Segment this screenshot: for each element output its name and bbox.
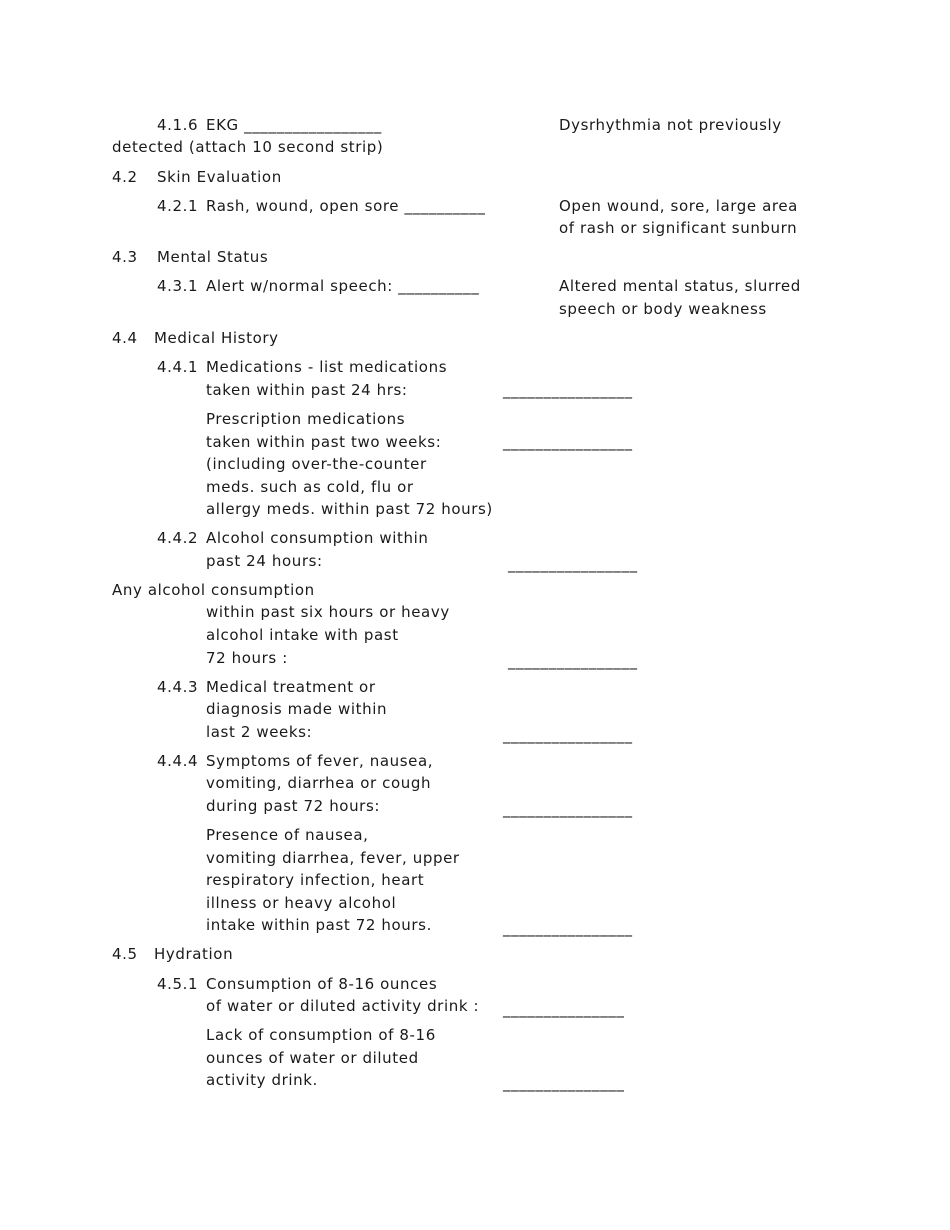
medications-line-2: taken within past 24 hrs: xyxy=(206,381,408,399)
hydration-line-1: Consumption of 8-16 ounces xyxy=(206,975,438,993)
prescription-line-3: (including over-the-counter xyxy=(206,455,427,473)
any-alcohol-blank: ________________ xyxy=(508,652,638,670)
symptoms-line-2: vomiting, diarrhea or cough xyxy=(206,774,432,792)
symptoms-line-1: Symptoms of fever, nausea, xyxy=(206,752,434,770)
presence-line-1: Presence of nausea, xyxy=(206,826,369,844)
presence-blank: ________________ xyxy=(503,919,633,937)
prescription-line-4: meds. such as cold, flu or xyxy=(206,478,414,496)
prescription-line-1: Prescription medications xyxy=(206,410,406,428)
any-alcohol-line-1: Any alcohol consumption xyxy=(112,581,315,599)
treatment-blank: ________________ xyxy=(503,726,633,744)
section-number-4-2: 4.2 xyxy=(112,168,138,186)
lack-line-1: Lack of consumption of 8-16 xyxy=(206,1026,436,1044)
any-alcohol-line-2: within past six hours or heavy xyxy=(206,603,450,621)
medications-line-1: Medications - list medications xyxy=(206,358,448,376)
medications-blank: ________________ xyxy=(503,381,633,399)
symptoms-line-3: during past 72 hours: xyxy=(206,797,381,815)
prescription-blank: ________________ xyxy=(503,433,633,451)
treatment-line-1: Medical treatment or xyxy=(206,678,376,696)
lack-line-3: activity drink. xyxy=(206,1071,318,1089)
mental-criteria-line-2: speech or body weakness xyxy=(559,300,767,318)
treatment-line-3: last 2 weeks: xyxy=(206,723,313,741)
alcohol-line-1: Alcohol consumption within xyxy=(206,529,429,547)
alcohol-line-2: past 24 hours: xyxy=(206,552,323,570)
presence-line-2: vomiting diarrhea, fever, upper xyxy=(206,849,460,867)
any-alcohol-line-4: 72 hours : xyxy=(206,649,288,667)
prescription-line-5: allergy meds. within past 72 hours) xyxy=(206,500,493,518)
rash-field: Rash, wound, open sore __________ xyxy=(206,197,486,215)
hydration-line-2: of water or diluted activity drink : xyxy=(206,997,480,1015)
rash-criteria-line-1: Open wound, sore, large area xyxy=(559,197,798,215)
hydration-blank: _______________ xyxy=(503,1000,625,1018)
section-title-mental-status: Mental Status xyxy=(157,248,269,266)
lack-blank: _______________ xyxy=(503,1074,625,1092)
prescription-line-2: taken within past two weeks: xyxy=(206,433,442,451)
ekg-criteria-continued: detected (attach 10 second strip) xyxy=(112,138,384,156)
item-number-4-4-4: 4.4.4 xyxy=(157,752,199,770)
section-number-4-5: 4.5 xyxy=(112,945,138,963)
mental-criteria-line-1: Altered mental status, slurred xyxy=(559,277,801,295)
section-title-medical-history: Medical History xyxy=(154,329,279,347)
item-number-4-5-1: 4.5.1 xyxy=(157,975,199,993)
treatment-line-2: diagnosis made within xyxy=(206,700,388,718)
ekg-criteria: Dysrhythmia not previously xyxy=(559,116,782,134)
presence-line-4: illness or heavy alcohol xyxy=(206,894,397,912)
item-number-4-4-3: 4.4.3 xyxy=(157,678,199,696)
presence-line-5: intake within past 72 hours. xyxy=(206,916,432,934)
item-number-4-4-2: 4.4.2 xyxy=(157,529,199,547)
section-number-4-3: 4.3 xyxy=(112,248,138,266)
item-number-4-4-1: 4.4.1 xyxy=(157,358,199,376)
item-number-4-3-1: 4.3.1 xyxy=(157,277,199,295)
rash-criteria-line-2: of rash or significant sunburn xyxy=(559,219,798,237)
presence-line-3: respiratory infection, heart xyxy=(206,871,425,889)
section-number-4-4: 4.4 xyxy=(112,329,138,347)
item-number-4-2-1: 4.2.1 xyxy=(157,197,199,215)
section-title-skin-evaluation: Skin Evaluation xyxy=(157,168,282,186)
any-alcohol-line-3: alcohol intake with past xyxy=(206,626,399,644)
section-title-hydration: Hydration xyxy=(154,945,234,963)
lack-line-2: ounces of water or diluted xyxy=(206,1049,419,1067)
alcohol-blank: ________________ xyxy=(508,555,638,573)
symptoms-blank: ________________ xyxy=(503,800,633,818)
alert-speech-field: Alert w/normal speech: __________ xyxy=(206,277,480,295)
ekg-field: EKG _________________ xyxy=(206,116,382,134)
item-number-4-1-6: 4.1.6 xyxy=(157,116,199,134)
